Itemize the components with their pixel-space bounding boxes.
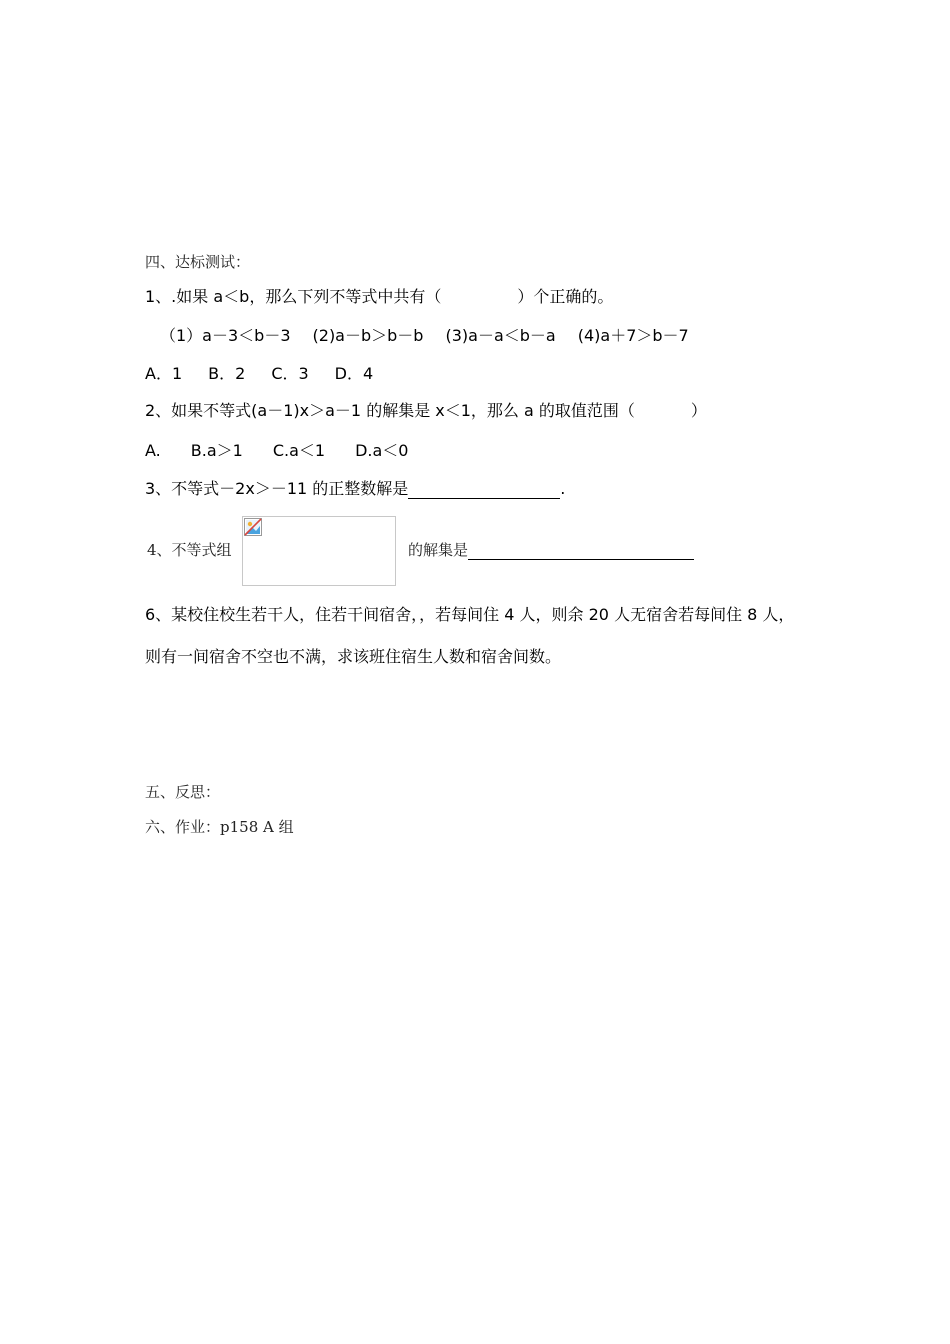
section-heading-4 <box>145 252 250 272</box>
question-2 <box>145 401 707 421</box>
question-1-item: （1）a－3＜b－3 <box>160 326 291 345</box>
question-3-answer-blank[interactable] <box>408 481 560 499</box>
question-1-suffix: ）个正确的。 <box>517 287 614 306</box>
question-2-option-b: B.a＞1 <box>190 441 243 460</box>
question-1-option-b: B．2 <box>208 364 246 383</box>
question-4-answer-blank[interactable] <box>468 542 694 560</box>
section-heading-6-text: 六、作业：p158 A 组 <box>145 818 294 836</box>
question-4-label <box>147 540 232 560</box>
question-1-option-c: C．3 <box>271 364 309 383</box>
question-1-prefix: 1、.如果 a＜b，那么下列不等式中共有（ <box>145 287 442 306</box>
question-4-suffix: 的解集是 <box>408 541 469 559</box>
question-2-option-d: D.a＜0 <box>355 441 409 460</box>
broken-image-icon <box>244 518 262 536</box>
question-1-option-a: A．1 <box>145 364 183 383</box>
question-2-prefix: 2、如果不等式(a－1)x＞a－1 的解集是 x＜1，那么 a 的取值范围（ <box>145 401 635 420</box>
question-3-suffix: . <box>560 479 566 498</box>
question-2-suffix: ） <box>690 401 707 420</box>
question-1-options <box>145 364 373 384</box>
question-1-item: (3)a－a＜b－a <box>445 326 556 345</box>
section-heading-5-text: 五、反思： <box>145 783 221 801</box>
question-1-items <box>160 326 689 346</box>
question-1 <box>145 287 613 307</box>
question-6-line-1 <box>145 605 794 625</box>
question-6-text-2: 则有一间宿舍不空也不满，求该班住宿生人数和宿舍间数。 <box>145 647 562 666</box>
question-4-prefix: 4、不等式组 <box>147 541 232 559</box>
question-2-option-c: C.a＜1 <box>272 441 326 460</box>
question-4-answer <box>408 540 694 560</box>
question-1-option-d: D．4 <box>334 364 374 383</box>
section-heading-6 <box>145 817 294 837</box>
question-6-text-1: 6、某校住校生若干人，住若干间宿舍，，若每间住 4 人，则余 20 人无宿舍若每间住 8 人， <box>145 605 795 624</box>
question-6-line-2 <box>145 647 561 667</box>
question-2-option-a: A. <box>145 441 161 460</box>
question-3-prefix: 3、不等式－2x＞－11 的正整数解是 <box>145 479 409 498</box>
question-2-options <box>145 441 408 461</box>
section-heading-4-text: 四、达标测试： <box>145 253 251 271</box>
question-3 <box>145 479 565 499</box>
question-1-item: (2)a－b＞b－b <box>312 326 424 345</box>
section-heading-5 <box>145 782 220 802</box>
inequality-system-image <box>242 516 396 586</box>
question-1-item: (4)a＋7＞b－7 <box>577 326 689 345</box>
